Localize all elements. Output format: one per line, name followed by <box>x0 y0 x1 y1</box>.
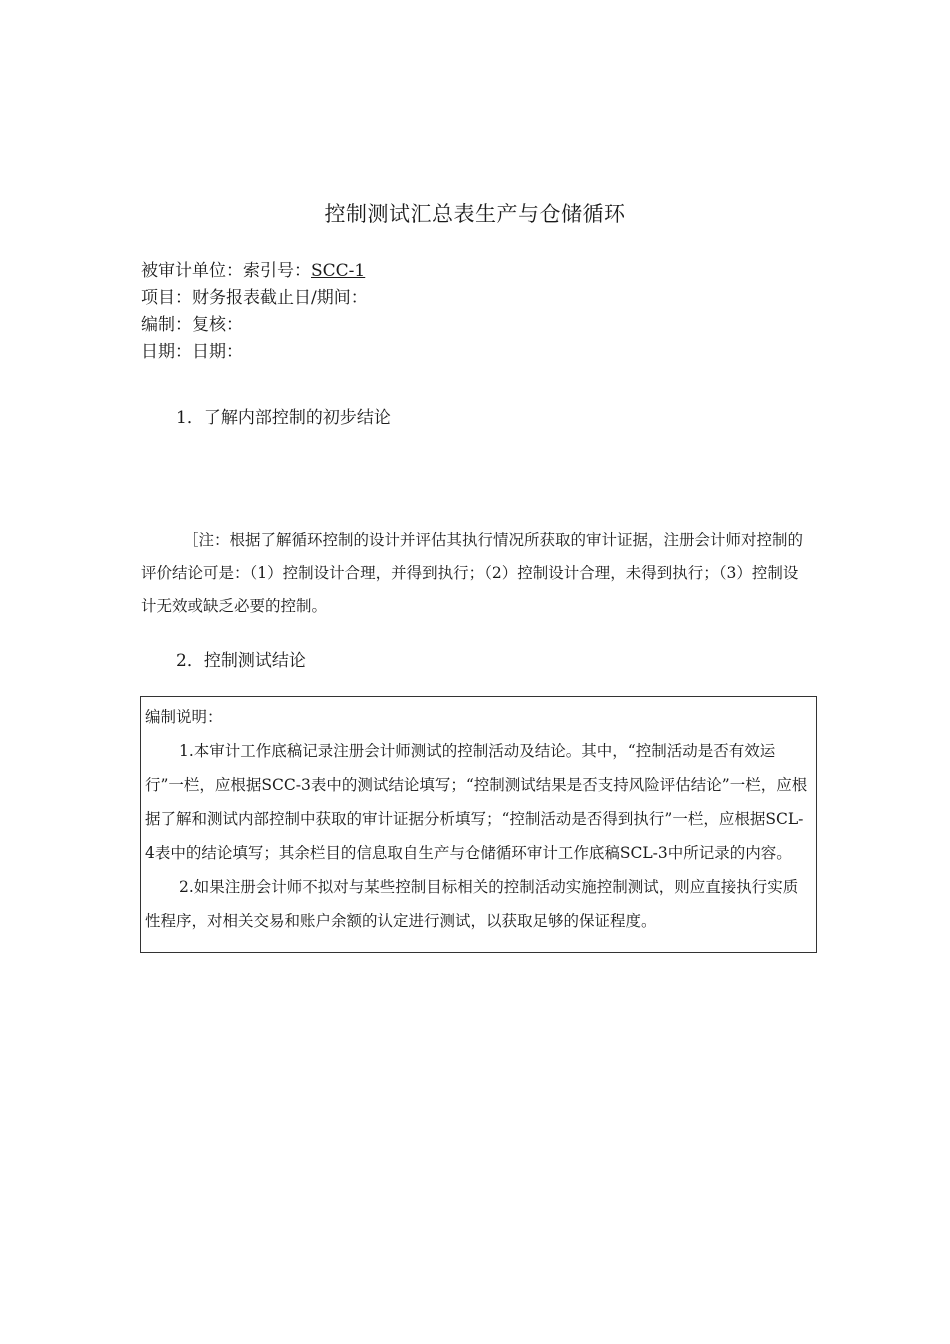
auditee-and-index-label: 被审计单位：索引号： <box>141 261 311 281</box>
instructions-box <box>140 696 817 953</box>
meta-row-project: 项目：财务报表截止日/期间： <box>141 288 368 308</box>
note-paragraph: ［注：根据了解循环控制的设计并评估其执行情况所获取的审计证据，注册会计师对控制的评价结论可是：（1）控制设计合理，并得到执行；（2）控制设计合理，未得到执行；（3）控制设计无效或缺乏必要的控制。 <box>141 531 804 615</box>
index-number: SCC-1 <box>311 261 366 281</box>
instructions-heading: 编制说明： <box>145 708 223 726</box>
instruction-item-2: 2.如果注册会计师不拟对与某些控制目标相关的控制活动实施控制测试，则应直接执行实质性程序，对相关交易和账户余额的认定进行测试，以获取足够的保证程度。 <box>145 878 799 930</box>
meta-row-preparer: 编制：复核： <box>141 315 243 335</box>
meta-row-date: 日期：日期： <box>141 342 243 362</box>
instruction-item-1: 1.本审计工作底稿记录注册会计师测试的控制活动及结论。其中，“控制活动是否有效运行”一栏，应根据SCC-3表中的测试结论填写；“控制测试结果是否支持风险评估结论”一栏，应根据了解和测试内部控制中获取的审计证据分析填写；“控制活动是否得到执行”一栏，应根据SCL-4表中的结论填写；其余栏目的信息取自生产与仓储循环审计工作底稿SCL-3中所记录的内容。 <box>145 742 808 862</box>
section-heading-preliminary-conclusion: 1．了解内部控制的初步结论 <box>176 408 391 428</box>
meta-row-auditee <box>141 258 368 285</box>
document-meta <box>141 258 368 366</box>
section-heading-test-conclusion: 2．控制测试结论 <box>176 651 306 671</box>
page-title: 控制测试汇总表生产与仓储循环 <box>324 202 626 226</box>
